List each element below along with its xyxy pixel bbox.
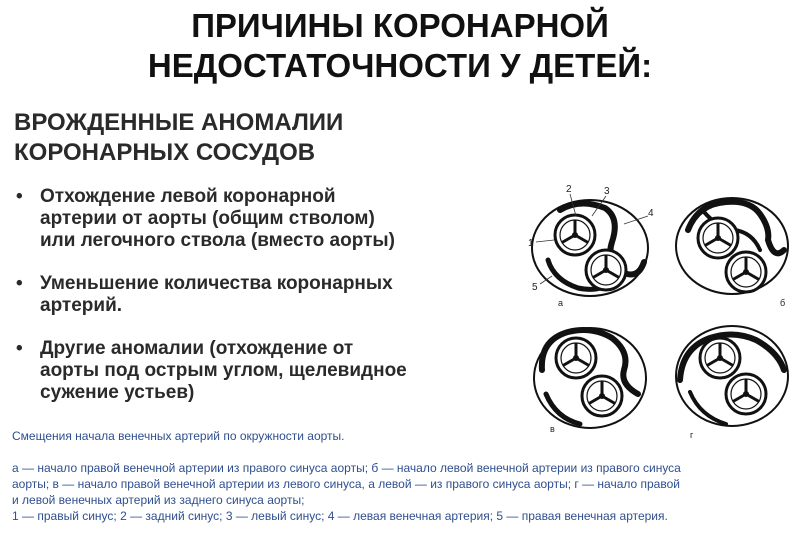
figure-caption: Смещения начала венечных артерий по окружности аорты. xyxy=(12,429,345,443)
diagram-v xyxy=(534,328,646,434)
legend-line-4: 1 — правый синус; 2 — задний синус; 3 — левый синус; 4 — левая венечная артерия; 5 — правая венечная артерия. xyxy=(12,509,668,523)
bullet-1-line-2: артерии от аорты (общим стволом) xyxy=(40,208,375,229)
bullet-item-1 xyxy=(14,186,514,252)
title-line-2: НЕДОСТАТОЧНОСТИ У ДЕТЕЙ: xyxy=(147,47,653,84)
bullet-item-2 xyxy=(14,273,514,317)
aorta-diagrams-svg xyxy=(520,180,800,440)
legend-line-2: аорты; в — начало правой венечной артерии из левого синуса, а левой — из правого синуса аорты; г — начало правой xyxy=(12,477,680,491)
bullet-3-line-3: сужение устьев) xyxy=(40,382,195,403)
label-a: а xyxy=(558,298,564,308)
coronary-anomalies-figure xyxy=(520,180,800,440)
bullet-dot-icon: • xyxy=(16,273,23,294)
subtitle-line-2: КОРОНАРНЫХ СОСУДОВ xyxy=(14,139,316,166)
bullet-1-line-1: Отхождение левой коронарной xyxy=(40,186,336,207)
label-g: г xyxy=(690,430,694,440)
subtitle-line-1: ВРОЖДЕННЫЕ АНОМАЛИИ xyxy=(14,109,344,136)
legend-line-3: и левой венечных артерий из заднего синуса аорты; xyxy=(12,493,305,507)
diagram-a xyxy=(528,184,654,308)
label-v: в xyxy=(550,424,555,434)
bullet-2-line-1: Уменьшение количества коронарных xyxy=(40,273,393,294)
diagram-g xyxy=(676,326,788,440)
bullet-dot-icon: • xyxy=(16,338,23,359)
label-b: б xyxy=(780,298,786,308)
diagram-b xyxy=(676,198,788,308)
bullet-list xyxy=(14,186,514,425)
bullet-2-line-2: артерий. xyxy=(40,295,123,316)
bullet-3-line-1: Другие аномалии (отхождение от xyxy=(40,338,354,359)
legend-line-1: а — начало правой венечной артерии из правого синуса аорты; б — начало левой венечной артерии из правого синуса xyxy=(12,461,681,475)
label-5: 5 xyxy=(532,282,538,293)
bullet-item-3 xyxy=(14,338,514,404)
title-line-1: ПРИЧИНЫ КОРОНАРНОЙ xyxy=(191,7,609,44)
label-1: 1 xyxy=(528,238,534,249)
bullet-3-line-2: аорты под острым углом, щелевидное xyxy=(40,360,407,381)
bullet-1-line-3: или легочного ствола (вместо аорты) xyxy=(40,230,395,251)
section-heading xyxy=(14,108,343,168)
bullet-dot-icon: • xyxy=(16,186,23,207)
label-4: 4 xyxy=(648,208,654,219)
figure-legend xyxy=(12,460,790,524)
page-title xyxy=(0,6,800,86)
label-3: 3 xyxy=(604,186,610,197)
label-2: 2 xyxy=(566,184,572,195)
